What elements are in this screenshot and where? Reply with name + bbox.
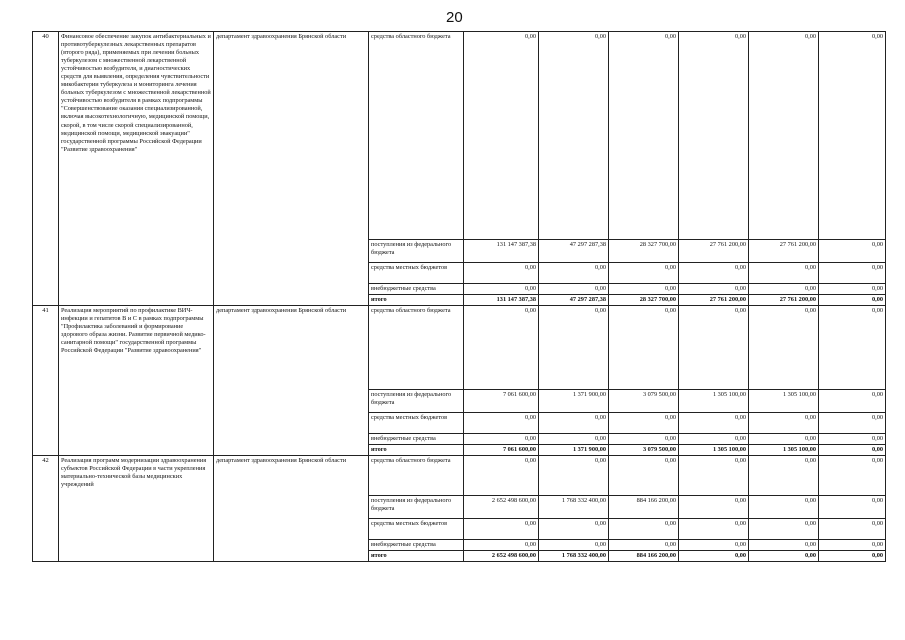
amount-cell: 27 761 200,00 — [749, 240, 819, 263]
page-number: 20 — [446, 9, 463, 26]
amount-cell: 0,00 — [679, 496, 749, 519]
funding-source: средства областного бюджета — [369, 32, 464, 240]
amount-cell: 1 371 900,00 — [539, 390, 609, 413]
amount-cell: 0,00 — [464, 434, 539, 445]
amount-cell: 0,00 — [464, 456, 539, 496]
amount-cell: 884 166 200,00 — [609, 496, 679, 519]
amount-cell: 2 652 498 600,00 — [464, 551, 539, 562]
amount-cell: 0,00 — [464, 306, 539, 390]
amount-cell: 1 768 332 400,00 — [539, 551, 609, 562]
row-number: 42 — [33, 456, 59, 562]
amount-cell: 47 297 287,38 — [539, 295, 609, 306]
amount-cell: 0,00 — [749, 519, 819, 540]
amount-cell: 0,00 — [464, 263, 539, 284]
row-number: 40 — [33, 32, 59, 306]
amount-cell: 0,00 — [819, 496, 886, 519]
amount-cell: 3 079 500,00 — [609, 390, 679, 413]
funding-source: поступления из федерального бюджета — [369, 390, 464, 413]
funding-source: внебюджетные средства — [369, 434, 464, 445]
amount-cell: 2 652 498 600,00 — [464, 496, 539, 519]
funding-source: средства областного бюджета — [369, 306, 464, 390]
funding-source: средства местных бюджетов — [369, 413, 464, 434]
amount-cell: 0,00 — [749, 263, 819, 284]
amount-cell: 0,00 — [609, 306, 679, 390]
amount-cell: 0,00 — [749, 434, 819, 445]
funding-source: поступления из федерального бюджета — [369, 496, 464, 519]
funding-source: внебюджетные средства — [369, 540, 464, 551]
amount-cell: 27 761 200,00 — [679, 240, 749, 263]
amount-cell: 0,00 — [609, 284, 679, 295]
amount-cell: 0,00 — [819, 434, 886, 445]
amount-cell: 0,00 — [539, 32, 609, 240]
amount-cell: 131 147 387,38 — [464, 295, 539, 306]
amount-cell: 0,00 — [749, 306, 819, 390]
amount-cell: 28 327 700,00 — [609, 295, 679, 306]
amount-cell: 0,00 — [679, 540, 749, 551]
amount-cell: 47 297 287,38 — [539, 240, 609, 263]
funding-source: поступления из федерального бюджета — [369, 240, 464, 263]
amount-cell: 0,00 — [819, 413, 886, 434]
amount-cell: 0,00 — [539, 413, 609, 434]
amount-cell: 7 061 600,00 — [464, 390, 539, 413]
amount-cell: 0,00 — [464, 413, 539, 434]
executor: департамент здравоохранения Брянской области — [214, 306, 369, 456]
amount-cell: 1 305 100,00 — [679, 390, 749, 413]
amount-cell: 0,00 — [609, 413, 679, 434]
amount-cell: 0,00 — [539, 519, 609, 540]
amount-cell: 0,00 — [539, 456, 609, 496]
amount-cell: 0,00 — [539, 540, 609, 551]
amount-cell: 1 371 900,00 — [539, 445, 609, 456]
measure-name: Финансовое обеспечение закупок антибактериальных и противотуберкулезных лекарственных препаратов (второго ряда), применяемых при лечении больных туберкулезом с множественной лекарственной устойчивостью возбудителя, и диагностических средств для выявления, определения чувствительности микобактерии туберкулеза и мониторинга лечения больных туберкулезом с множественной лекарственной устойчивостью возбудителя в рамках подпрограммы "Совершенствование оказания специализированной, включая высокотехнологичную, медицинской помощи, скорой, в том числе скорой специализированной, медицинской помощи, медицинской эвакуации" государственной программы Российской Федерации "Развитие здравоохранения" — [59, 32, 214, 306]
amount-cell: 1 305 100,00 — [749, 390, 819, 413]
measure-name: Реализация программ модернизации здравоохранения субъектов Российской Федерации в части укрепления материально-технической базы медицинских учреждений — [59, 456, 214, 562]
measure-name: Реализация мероприятий по профилактике ВИЧ-инфекции и гепатитов В и С в рамках подпрограммы "Профилактика заболеваний и формирование здорового образа жизни. Развитие первичной медико-санитарной помощи" государственной программы Российской Федерации "Развитие здравоохранения" — [59, 306, 214, 456]
amount-cell: 1 305 100,00 — [679, 445, 749, 456]
amount-cell: 0,00 — [749, 551, 819, 562]
funding-source: итого — [369, 551, 464, 562]
amount-cell: 1 768 332 400,00 — [539, 496, 609, 519]
amount-cell: 27 761 200,00 — [679, 295, 749, 306]
amount-cell: 0,00 — [819, 456, 886, 496]
amount-cell: 0,00 — [749, 456, 819, 496]
amount-cell: 0,00 — [679, 263, 749, 284]
amount-cell: 0,00 — [609, 519, 679, 540]
amount-cell: 0,00 — [609, 434, 679, 445]
amount-cell: 0,00 — [679, 413, 749, 434]
amount-cell: 0,00 — [679, 434, 749, 445]
table-body — [33, 32, 886, 562]
amount-cell: 7 061 600,00 — [464, 445, 539, 456]
amount-cell: 131 147 387,38 — [464, 240, 539, 263]
amount-cell: 0,00 — [749, 284, 819, 295]
amount-cell: 0,00 — [679, 456, 749, 496]
funding-row — [33, 32, 886, 240]
amount-cell: 0,00 — [609, 540, 679, 551]
amount-cell: 0,00 — [464, 32, 539, 240]
amount-cell: 0,00 — [609, 32, 679, 240]
amount-cell: 0,00 — [609, 263, 679, 284]
amount-cell: 0,00 — [679, 551, 749, 562]
row-number: 41 — [33, 306, 59, 456]
amount-cell: 0,00 — [819, 32, 886, 240]
executor: департамент здравоохранения Брянской области — [214, 456, 369, 562]
amount-cell: 0,00 — [819, 540, 886, 551]
funding-source: средства областного бюджета — [369, 456, 464, 496]
funding-source: итого — [369, 445, 464, 456]
amount-cell: 1 305 100,00 — [749, 445, 819, 456]
funding-row — [33, 306, 886, 390]
budget-table — [32, 31, 886, 562]
amount-cell: 884 166 200,00 — [609, 551, 679, 562]
amount-cell: 27 761 200,00 — [749, 295, 819, 306]
amount-cell: 0,00 — [819, 263, 886, 284]
amount-cell: 0,00 — [679, 519, 749, 540]
funding-source: внебюджетные средства — [369, 284, 464, 295]
funding-row — [33, 456, 886, 496]
amount-cell: 0,00 — [819, 390, 886, 413]
amount-cell: 28 327 700,00 — [609, 240, 679, 263]
amount-cell: 0,00 — [749, 496, 819, 519]
amount-cell: 0,00 — [819, 240, 886, 263]
amount-cell: 0,00 — [679, 306, 749, 390]
funding-source: средства местных бюджетов — [369, 519, 464, 540]
amount-cell: 0,00 — [539, 263, 609, 284]
amount-cell: 0,00 — [819, 295, 886, 306]
amount-cell: 0,00 — [819, 445, 886, 456]
amount-cell: 0,00 — [679, 32, 749, 240]
executor: департамент здравоохранения Брянской области — [214, 32, 369, 306]
amount-cell: 3 079 500,00 — [609, 445, 679, 456]
amount-cell: 0,00 — [749, 32, 819, 240]
funding-source: итого — [369, 295, 464, 306]
amount-cell: 0,00 — [539, 306, 609, 390]
amount-cell: 0,00 — [464, 284, 539, 295]
amount-cell: 0,00 — [819, 519, 886, 540]
amount-cell: 0,00 — [609, 456, 679, 496]
amount-cell: 0,00 — [464, 540, 539, 551]
funding-source: средства местных бюджетов — [369, 263, 464, 284]
amount-cell: 0,00 — [539, 284, 609, 295]
amount-cell: 0,00 — [749, 413, 819, 434]
amount-cell: 0,00 — [464, 519, 539, 540]
amount-cell: 0,00 — [819, 306, 886, 390]
amount-cell: 0,00 — [539, 434, 609, 445]
amount-cell: 0,00 — [749, 540, 819, 551]
amount-cell: 0,00 — [679, 284, 749, 295]
amount-cell: 0,00 — [819, 284, 886, 295]
amount-cell: 0,00 — [819, 551, 886, 562]
